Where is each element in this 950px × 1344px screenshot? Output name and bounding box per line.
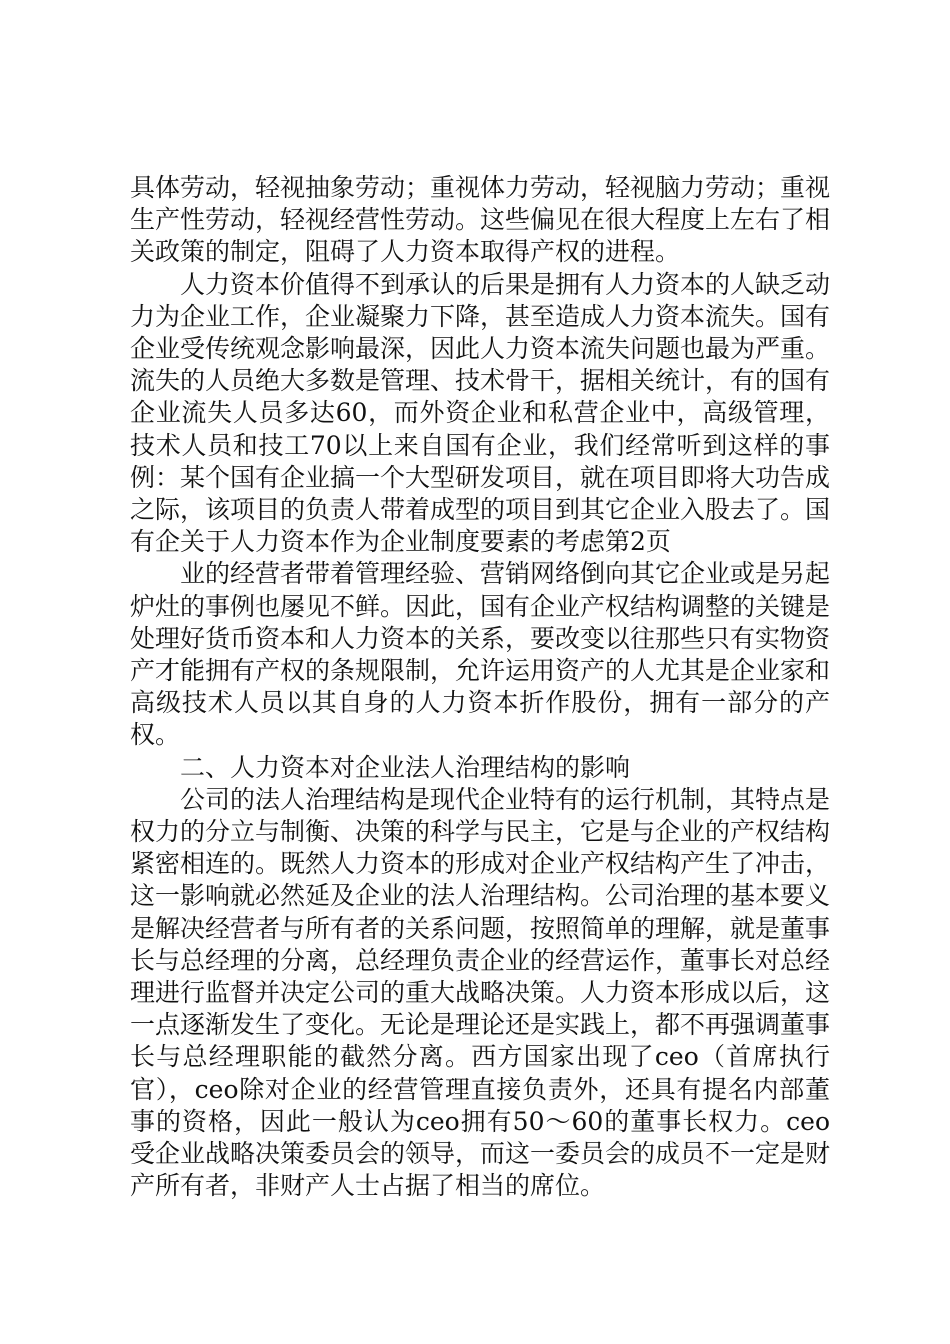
paragraph-continued: 具体劳动，轻视抽象劳动；重视体力劳动，轻视脑力劳动；重视生产性劳动，轻视经营性劳动。这些偏见在很大程度上左右了相关政策的制定，阻碍了人力资本取得产权的进程。 [130, 173, 831, 267]
section-heading: 二、人力资本对企业法人治理结构的影响 [180, 752, 631, 782]
paragraph-corporate-governance: 公司的法人治理结构是现代企业特有的运行机制，其特点是权力的分立与制衡、决策的科学与民主，它是与企业的产权结构紧密相连的。既然人力资本的形成对企业产权结构产生了冲击，这一影响就必然延及企业的法人治理结构。公司治理的基本要义是解决经营者与所有者的关系问题，按照简单的理解，就是董事长与总经理的分离，总经理负责企业的经营运作，董事长对总经理进行监督并决定公司的重大战略决策。人力资本形成以后，这一点逐渐发生了变化。无论是理论还是实践上，都不再强调董事长与总经理职能的截然分离。西方国家出现了ceo（首席执行官），ceo除对企业的经营管理直接负责外，还具有提名内部董事的资格，因此一般认为ceo拥有50～60的董事长权力。ceo受企业战略决策委员会的领导，而这一委员会的成员不一定是财产所有者，非财产人士占据了相当的席位。 [130, 784, 831, 1201]
document-body [130, 172, 830, 1203]
paragraph-human-capital-loss: 人力资本价值得不到承认的后果是拥有人力资本的人缺乏动力为企业工作，企业凝聚力下降，甚至造成人力资本流失。国有企业受传统观念影响最深，因此人力资本流失问题也最为严重。流失的人员绝大多数是管理、技术骨干，据相关统计，有的国有企业流失人员多达60，而外资企业和私营企业中，高级管理，技术人员和技工70以上来自国有企业，我们经常听到这样的事例：某个国有企业搞一个大型研发项目，就在项目即将大功告成之际，该项目的负责人带着成型的项目到其它企业入股去了。国有企关于人力资本作为企业制度要素的考虑第2页 [130, 269, 831, 557]
paragraph-property-rights: 业的经营者带着管理经验、营销网络倒向其它企业或是另起炉灶的事例也屡见不鲜。因此，国有企业产权结构调整的关键是处理好货币资本和人力资本的关系，要改变以往那些只有实物资产才能拥有产权的条规限制，允许运用资产的人尤其是企业家和高级技术人员以其自身的人力资本折作股份，拥有一部分的产权。 [130, 559, 831, 750]
